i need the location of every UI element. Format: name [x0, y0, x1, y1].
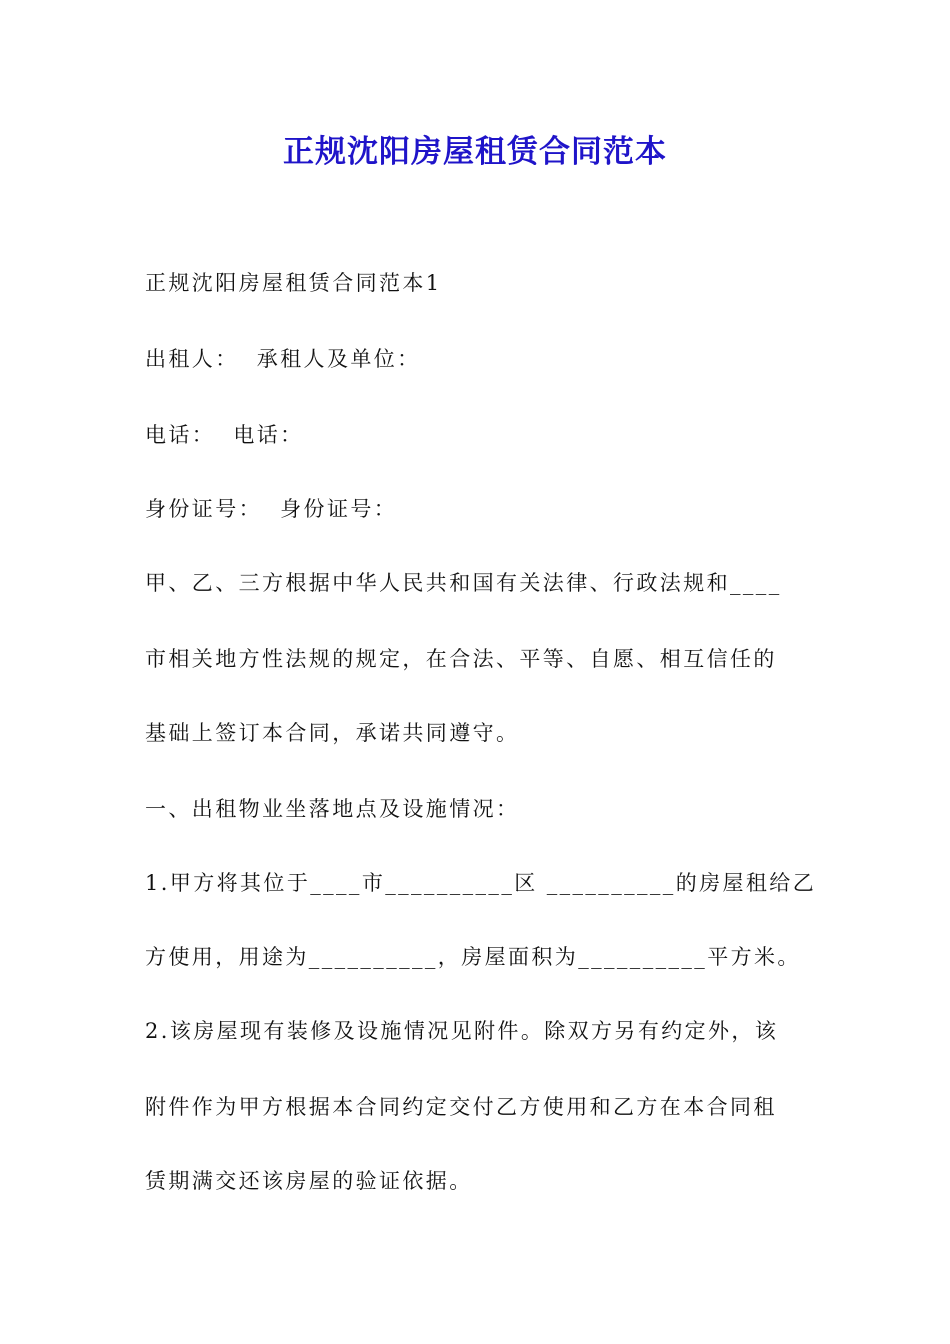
- paragraph-line: 基础上签订本合同，承诺共同遵守。: [145, 721, 520, 745]
- section-heading: 正规沈阳房屋租赁合同范本1: [145, 271, 442, 295]
- clause-heading: 一、出租物业坐落地点及设施情况：: [145, 797, 520, 821]
- clause-line: 方使用，用途为__________，房屋面积为__________平方米。: [145, 945, 801, 969]
- phone-line: 电话： 电话：: [145, 423, 304, 447]
- clause-line: 赁期满交还该房屋的验证依据。: [145, 1169, 473, 1193]
- paragraph-line: 市相关地方性法规的规定，在合法、平等、自愿、相互信任的: [145, 647, 777, 671]
- clause-line: 2.该房屋现有装修及设施情况见附件。除双方另有约定外，该: [145, 1019, 779, 1043]
- id-number-line: 身份证号： 身份证号：: [145, 497, 398, 521]
- lessor-lessee-line: 出租人： 承租人及单位：: [145, 347, 421, 371]
- document-title: 正规沈阳房屋租赁合同范本: [283, 134, 667, 170]
- paragraph-line: 甲、乙、三方根据中华人民共和国有关法律、行政法规和____: [145, 571, 782, 595]
- clause-line: 附件作为甲方根据本合同约定交付乙方使用和乙方在本合同租: [145, 1095, 777, 1119]
- clause-line: 1.甲方将其位于____市__________区 __________的房屋租给乙: [145, 871, 817, 895]
